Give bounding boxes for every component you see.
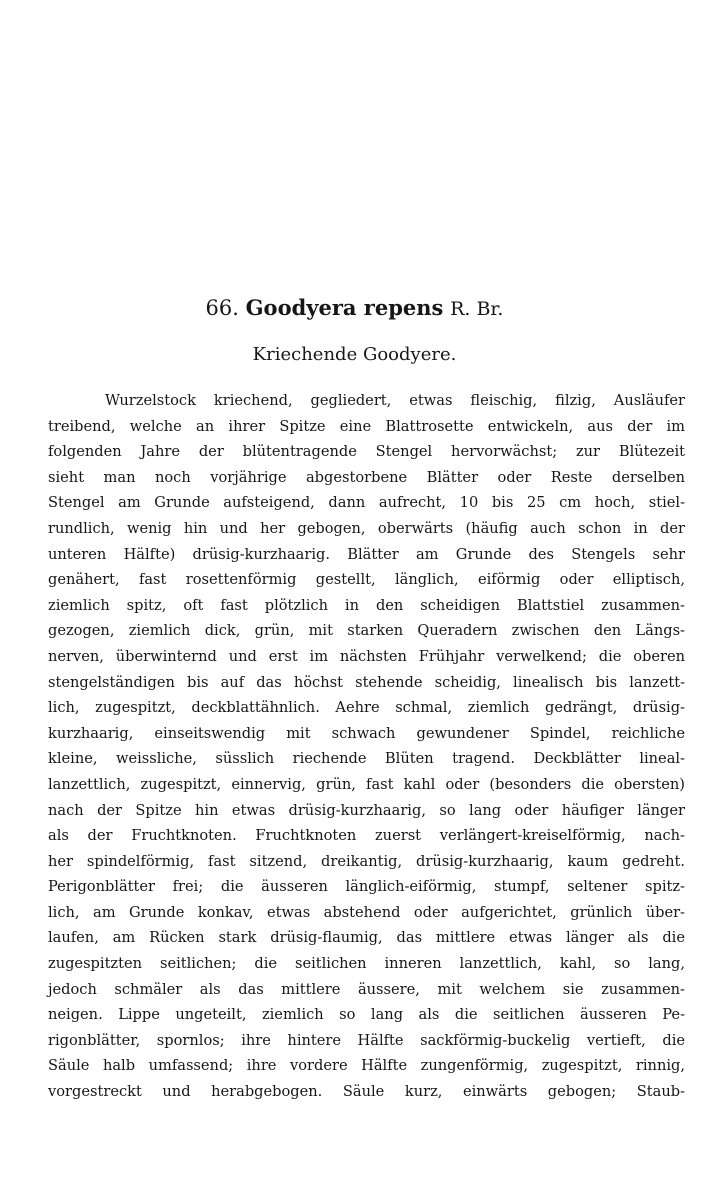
text-line: nerven, überwinternd und erst im nächsten Frühjahr verwelkend; die oberen [48, 647, 685, 665]
species-number: 66. [205, 296, 239, 320]
text-line: lich, zugespitzt, deckblattähnlich. Aehre schmal, ziemlich gedrängt, drüsig- [48, 699, 685, 717]
text-line: treibend, welche an ihrer Spitze eine Blattrosette entwickeln, aus der im [48, 417, 685, 435]
text-line: stengelständigen bis auf das höchst stehende scheidig, linealisch bis lanzett- [48, 673, 685, 691]
species-heading [0, 293, 709, 324]
text-line: laufen, am Rücken stark drüsig-flaumig, das mittlere etwas länger als die [48, 929, 685, 947]
text-line: rigonblätter, spornlos; ihre hintere Hälfte sackförmig-buckelig vertieft, die [48, 1031, 685, 1049]
text-line: Säule halb umfassend; ihre vordere Hälfte zungenförmig, zugespitzt, rinnig, [48, 1057, 685, 1075]
text-line: als der Fruchtknoten. Fruchtknoten zuerst verlängert-kreiselförmig, nach- [48, 827, 685, 845]
text-line: zugespitzten seitlichen; die seitlichen inneren lanzettlich, kahl, so lang, [48, 955, 685, 973]
text-line: ziemlich spitz, oft fast plötzlich in den scheidigen Blattstiel zusammen- [48, 596, 685, 614]
text-line: jedoch schmäler als das mittlere äussere, mit welchem sie zusammen- [48, 980, 685, 998]
text-line: kurzhaarig, einseitswendig mit schwach gewundener Spindel, reichliche [48, 724, 685, 742]
species-name: Goodyera repens [245, 295, 444, 320]
text-line: nach der Spitze hin etwas drüsig-kurzhaarig, so lang oder häufiger länger [48, 801, 685, 819]
text-line: Wurzelstock kriechend, gegliedert, etwas fleischig, filzig, Ausläufer [105, 392, 685, 409]
text-line: rundlich, wenig hin und her gebogen, oberwärts (häufig auch schon in der [48, 519, 685, 537]
text-line: sieht man noch vorjährige abgestorbene Blätter oder Reste derselben [48, 468, 685, 486]
text-line: Perigonblätter frei; die äusseren länglich-eiförmig, stumpf, seltener spitz- [48, 878, 685, 896]
text-line: unteren Hälfte) drüsig-kurzhaarig. Blätter am Grunde des Stengels sehr [48, 545, 685, 563]
description-text [48, 388, 685, 1105]
species-author: R. Br. [450, 298, 504, 320]
text-line: her spindelförmig, fast sitzend, dreikantig, drüsig-kurzhaarig, kaum gedreht. [48, 852, 685, 870]
text-line: neigen. Lippe ungeteilt, ziemlich so lang als die seitlichen äusseren Pe- [48, 1006, 685, 1024]
text-line: kleine, weissliche, süsslich riechende Blüten tragend. Deckblätter lineal- [48, 750, 685, 768]
text-line: genähert, fast rosettenförmig gestellt, länglich, eiförmig oder elliptisch, [48, 571, 685, 589]
text-line: lanzettlich, zugespitzt, einnervig, grün, fast kahl oder (besonders die obersten) [48, 775, 685, 793]
text-line: lich, am Grunde konkav, etwas abstehend oder aufgerichtet, grünlich über- [48, 903, 685, 921]
text-line: Stengel am Grunde aufsteigend, dann aufrecht, 10 bis 25 cm hoch, stiel- [48, 494, 685, 512]
common-name: Kriechende Goodyere. [252, 344, 457, 365]
text-line: folgenden Jahre der blütentragende Stengel hervorwächst; zur Blütezeit [48, 443, 685, 461]
text-line: gezogen, ziemlich dick, grün, mit starken Queradern zwischen den Längs- [48, 622, 685, 640]
text-line: vorgestreckt und herabgebogen. Säule kurz, einwärts gebogen; Staub- [48, 1083, 685, 1101]
